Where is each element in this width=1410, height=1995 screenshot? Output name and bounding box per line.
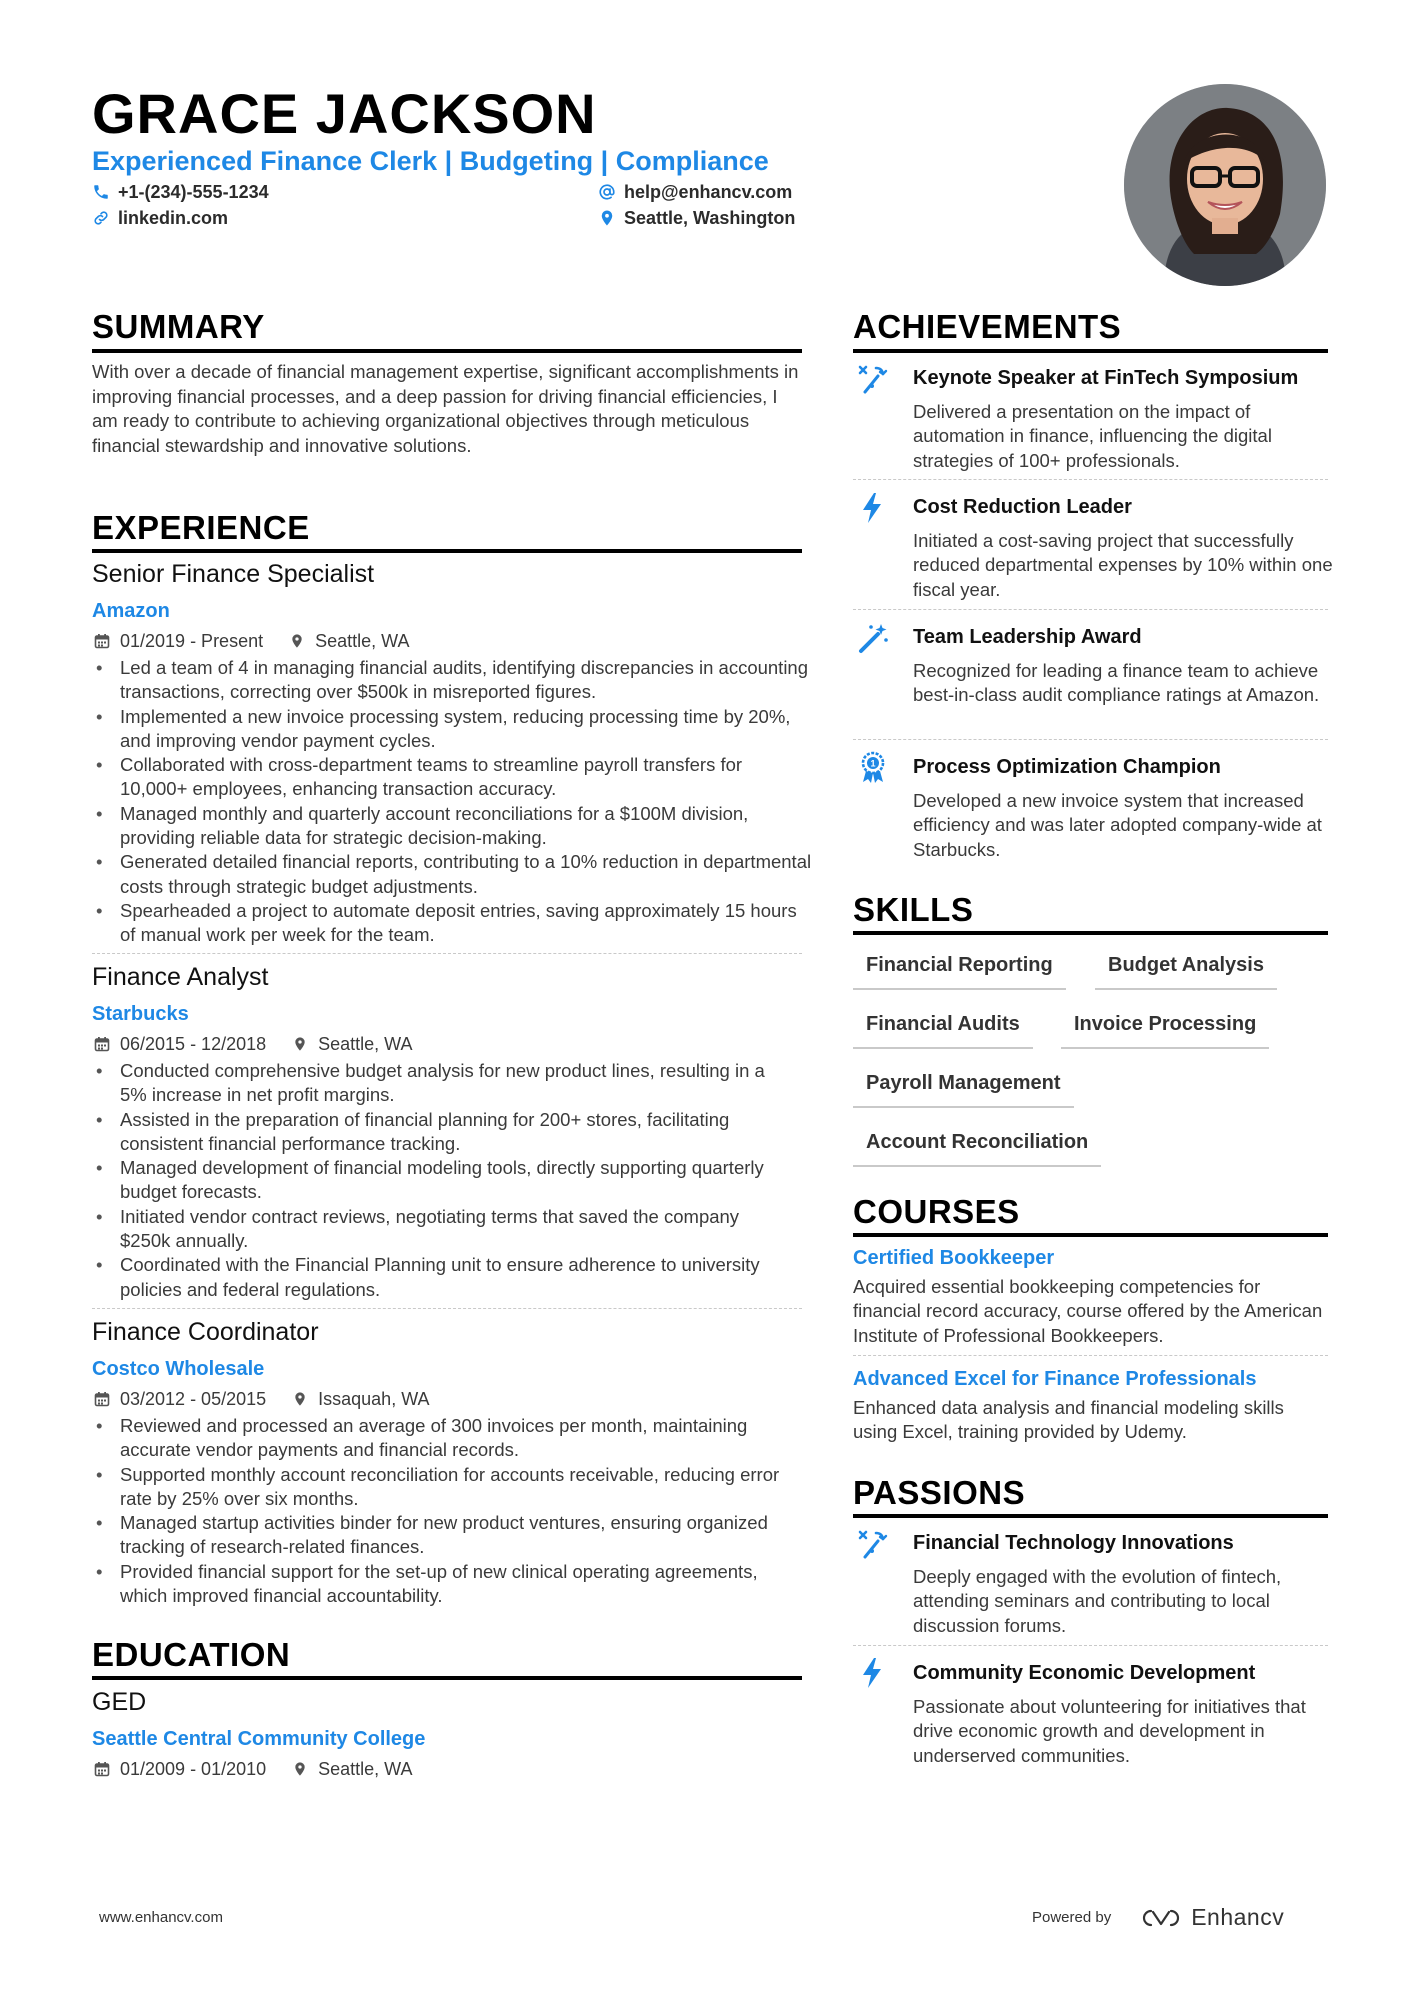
- bullet-item: • Coordinated with the Financial Planning unit to ensure adherence to university policies and federal regulations.: [92, 1253, 792, 1302]
- linkedin-text: linkedin.com: [118, 208, 229, 228]
- company-name: Costco Wholesale: [92, 1358, 265, 1380]
- location-pin-icon: [289, 633, 305, 649]
- lightning-icon: [856, 491, 890, 525]
- at-sign-icon: [598, 183, 616, 201]
- job-meta: [94, 629, 409, 653]
- bullet-item: • Managed startup activities binder for new product ventures, ensuring organized tracking of research-related finances.: [92, 1511, 782, 1560]
- bullet-item: • Assisted in the preparation of financial planning for 200+ stores, facilitating consistent financial performance tracking.: [92, 1108, 792, 1157]
- svg-text:1: 1: [870, 758, 876, 769]
- contact-phone: [92, 180, 269, 204]
- bullet-item: • Conducted comprehensive budget analysis for new product lines, resulting in a 5% increase in net profit margins.: [92, 1059, 792, 1108]
- achievement-title: Process Optimization Champion: [913, 756, 1221, 778]
- courses-divider: [853, 1233, 1328, 1237]
- courses-heading: COURSES: [853, 1193, 1020, 1230]
- bullet-item: • Managed development of financial modeling tools, directly supporting quarterly budget forecasts.: [92, 1156, 792, 1205]
- skill-tag: Financial Audits: [853, 1011, 1033, 1049]
- achievement-title: Team Leadership Award: [913, 626, 1142, 648]
- education-divider: [92, 1676, 802, 1680]
- bullet-item: • Supported monthly account reconciliation for accounts receivable, reducing error rate by 25% over six months.: [92, 1463, 782, 1512]
- job-dates: 01/2019 - Present: [120, 631, 264, 651]
- course-title: Advanced Excel for Finance Professionals: [853, 1368, 1257, 1390]
- job-separator: [92, 953, 802, 954]
- achievement-separator: [853, 739, 1328, 740]
- passion-description: Deeply engaged with the evolution of fintech, attending seminars and contributing to local discussion forums.: [913, 1566, 1282, 1636]
- bullet-item: • Initiated vendor contract reviews, negotiating terms that saved the company $250k annually.: [92, 1205, 792, 1254]
- location-pin-icon: [292, 1036, 308, 1052]
- job-meta: [94, 1032, 413, 1056]
- candidate-name: GRACE JACKSON: [92, 82, 597, 145]
- skill-tag: Payroll Management: [853, 1070, 1074, 1108]
- achievement-description: Recognized for leading a finance team to achieve best-in-class audit compliance ratings at Amazon.: [913, 660, 1320, 706]
- award-ribbon-icon: [856, 750, 890, 784]
- job-location: Seattle, WA: [318, 1034, 413, 1054]
- phone-text: +1-(234)-555-1234: [118, 182, 269, 202]
- achievement-description: Initiated a cost-saving project that successfully reduced departmental expenses by 10% within one fiscal year.: [913, 530, 1333, 600]
- candidate-tagline: Experienced Finance Clerk | Budgeting | Compliance: [92, 146, 769, 176]
- email-text: help@enhancv.com: [624, 182, 793, 202]
- achievements-heading: ACHIEVEMENTS: [853, 308, 1122, 345]
- location-text: Seattle, Washington: [624, 208, 796, 228]
- bullet-item: • Implemented a new invoice processing system, reducing processing time by 20%, and improving vendor payment cycles.: [92, 705, 812, 754]
- course-title: Certified Bookkeeper: [853, 1247, 1055, 1269]
- job-bullets: [92, 1414, 782, 1608]
- skill-tag: Financial Reporting: [853, 952, 1066, 990]
- enhancv-logo-icon: [1139, 1907, 1183, 1929]
- bullet-item: • Provided financial support for the set-up of new clinical operating agreements, which improved financial accountability.: [92, 1560, 782, 1609]
- location-pin-icon: [292, 1761, 308, 1777]
- magic-wand-icon: [856, 621, 890, 655]
- skill-tag: Invoice Processing: [1061, 1011, 1269, 1049]
- job-title: Finance Analyst: [92, 963, 269, 991]
- achievements-divider: [853, 349, 1328, 353]
- calendar-icon: [94, 1036, 110, 1052]
- education-dates: 01/2009 - 01/2010: [120, 1759, 267, 1779]
- course-separator: [853, 1355, 1328, 1356]
- achievement-separator: [853, 479, 1328, 480]
- achievement-separator: [853, 609, 1328, 610]
- job-bullets: [92, 1059, 792, 1302]
- contact-location: [598, 206, 795, 230]
- passion-title: Community Economic Development: [913, 1662, 1256, 1684]
- bullet-item: • Managed monthly and quarterly account reconciliations for a $100M division, providing reliable data for strategic decision-making.: [92, 802, 812, 851]
- contact-linkedin[interactable]: [92, 206, 228, 230]
- experience-heading: EXPERIENCE: [92, 509, 310, 546]
- wand-icon: [856, 362, 890, 396]
- achievement-title: Cost Reduction Leader: [913, 496, 1132, 518]
- job-title: Senior Finance Specialist: [92, 560, 375, 588]
- job-dates: 03/2012 - 05/2015: [120, 1389, 267, 1409]
- job-location: Seattle, WA: [315, 631, 410, 651]
- contact-email[interactable]: [598, 180, 792, 204]
- bullet-item: • Collaborated with cross-department teams to streamline payroll transfers for 10,000+ employees, enhancing transaction accuracy.: [92, 753, 812, 802]
- job-dates: 06/2015 - 12/2018: [120, 1034, 267, 1054]
- bullet-item: • Generated detailed financial reports, contributing to a 10% reduction in departmental costs through strategic budget adjustments.: [92, 850, 812, 899]
- phone-icon: [92, 183, 110, 201]
- bullet-item: • Reviewed and processed an average of 300 invoices per month, maintaining accurate vendor payments and financial records.: [92, 1414, 782, 1463]
- bullet-item: • Led a team of 4 in managing financial audits, identifying discrepancies in accounting transactions, correcting over $500k in misreported figures.: [92, 656, 812, 705]
- bullet-item: • Spearheaded a project to automate deposit entries, saving approximately 15 hours of manual work per week for the team.: [92, 899, 812, 948]
- company-name: Amazon: [92, 600, 170, 622]
- job-bullets: [92, 656, 812, 948]
- footer-branding[interactable]: [1032, 1904, 1284, 1931]
- achievement-title: Keynote Speaker at FinTech Symposium: [913, 367, 1299, 389]
- job-meta: [94, 1387, 430, 1411]
- skills-divider: [853, 931, 1328, 935]
- brand-name: Enhancv: [1191, 1904, 1285, 1930]
- profile-photo: [1124, 84, 1326, 286]
- experience-divider: [92, 549, 802, 553]
- education-location: Seattle, WA: [318, 1759, 413, 1779]
- location-pin-icon: [598, 209, 616, 227]
- job-location: Issaquah, WA: [318, 1389, 430, 1409]
- calendar-icon: [94, 1761, 110, 1777]
- calendar-icon: [94, 1391, 110, 1407]
- job-separator: [92, 1308, 802, 1309]
- calendar-icon: [94, 633, 110, 649]
- course-description: Acquired essential bookkeeping competencies for financial record accuracy, course offered by the American Institute of Professional Bookkeepers.: [853, 1276, 1323, 1346]
- skill-tag: Account Reconciliation: [853, 1129, 1101, 1167]
- lightning-icon: [856, 1656, 890, 1690]
- achievement-description: Delivered a presentation on the impact of automation in finance, influencing the digital strategies of 100+ professionals.: [913, 401, 1272, 471]
- link-icon: [92, 209, 110, 227]
- passions-divider: [853, 1514, 1328, 1518]
- passion-description: Passionate about volunteering for initiatives that drive economic growth and development in underserved communities.: [913, 1696, 1306, 1766]
- achievement-description: Developed a new invoice system that increased efficiency and was later adopted company-wide at Starbucks.: [913, 790, 1322, 860]
- job-title: Finance Coordinator: [92, 1318, 319, 1346]
- skills-heading: SKILLS: [853, 891, 974, 928]
- skill-tag: Budget Analysis: [1095, 952, 1277, 990]
- passion-separator: [853, 1645, 1328, 1646]
- passion-title: Financial Technology Innovations: [913, 1532, 1234, 1554]
- degree-title: GED: [92, 1688, 147, 1716]
- location-pin-icon: [292, 1391, 308, 1407]
- summary-text: With over a decade of financial management expertise, significant accomplishments in improving financial processes, and a deep passion for driving financial efficiencies, I am ready to contribute to achieving organizational objectives through meticulous financial stewardship and innovative solutions.: [92, 361, 799, 456]
- course-description: Enhanced data analysis and financial modeling skills using Excel, training provided by Udemy.: [853, 1397, 1284, 1443]
- passions-heading: PASSIONS: [853, 1474, 1026, 1511]
- education-heading: EDUCATION: [92, 1636, 291, 1673]
- wand-icon: [856, 1527, 890, 1561]
- footer-website[interactable]: www.enhancv.com: [99, 1909, 223, 1926]
- school-name: Seattle Central Community College: [92, 1728, 426, 1750]
- summary-heading: SUMMARY: [92, 308, 265, 345]
- company-name: Starbucks: [92, 1003, 189, 1025]
- summary-divider: [92, 349, 802, 353]
- education-meta: [94, 1757, 413, 1781]
- powered-by-text: Powered by: [1032, 1909, 1112, 1926]
